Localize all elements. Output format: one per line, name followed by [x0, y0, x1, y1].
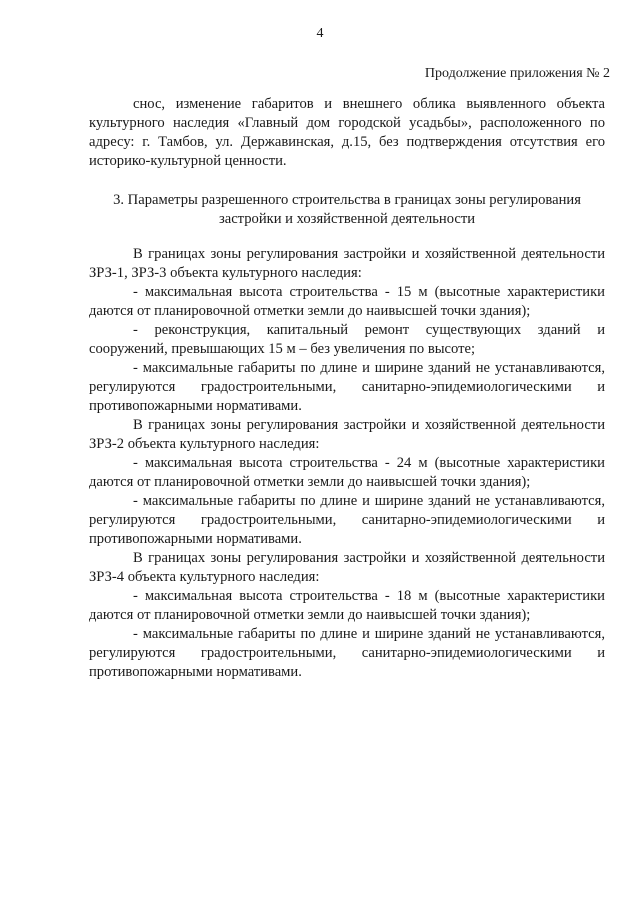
section-heading: 3. Параметры разрешенного строительства в границах зоны регулирования застройки и хозяйственной деятельности: [113, 192, 581, 227]
zone-item: - максимальная высота строительства - 24 м (высотные характеристики даются от планировочной отметки земли до наивысшей точки здания);: [89, 455, 605, 490]
zone-item: - максимальные габариты по длине и ширине зданий не устанавливаются, регулируются градостроительными, санитарно-эпидемиологическими и противопожарными нормативами.: [89, 626, 605, 680]
zone-intro: В границах зоны регулирования застройки и хозяйственной деятельности ЗРЗ-4 объекта культурного наследия:: [89, 550, 605, 585]
intro-paragraph: снос, изменение габаритов и внешнего облика выявленного объекта культурного наследия «Главный дом городской усадьбы», расположенного по адресу: г. Тамбов, ул. Державинская, д.15, без подтверждения отсутствия его историко-культурной ценности.: [89, 96, 605, 169]
zone-intro: В границах зоны регулирования застройки и хозяйственной деятельности ЗРЗ-2 объекта культурного наследия:: [89, 417, 605, 452]
zone-item: - максимальные габариты по длине и ширине зданий не устанавливаются, регулируются градостроительными, санитарно-эпидемиологическими и противопожарными нормативами.: [89, 493, 605, 547]
appendix-note: Продолжение приложения № 2: [424, 66, 610, 81]
zone-block-zrz-2: [89, 416, 605, 549]
zone-item: - реконструкция, капитальный ремонт существующих зданий и сооружений, превышающих 15 м – без увеличения по высоте;: [89, 322, 605, 357]
zone-item: - максимальная высота строительства - 15 м (высотные характеристики даются от планировочной отметки земли до наивысшей точки здания);: [89, 284, 605, 319]
zone-block-zrz-1-3: [89, 245, 605, 416]
page-number: 4: [316, 26, 324, 41]
zone-item: - максимальные габариты по длине и ширине зданий не устанавливаются, регулируются градостроительными, санитарно-эпидемиологическими и противопожарными нормативами.: [89, 360, 605, 414]
document-body: [89, 95, 605, 682]
zone-intro: В границах зоны регулирования застройки и хозяйственной деятельности ЗРЗ-1, ЗРЗ-3 объекта культурного наследия:: [89, 246, 605, 281]
zone-item: - максимальная высота строительства - 18 м (высотные характеристики даются от планировочной отметки земли до наивысшей точки здания);: [89, 588, 605, 623]
zone-block-zrz-4: [89, 549, 605, 682]
